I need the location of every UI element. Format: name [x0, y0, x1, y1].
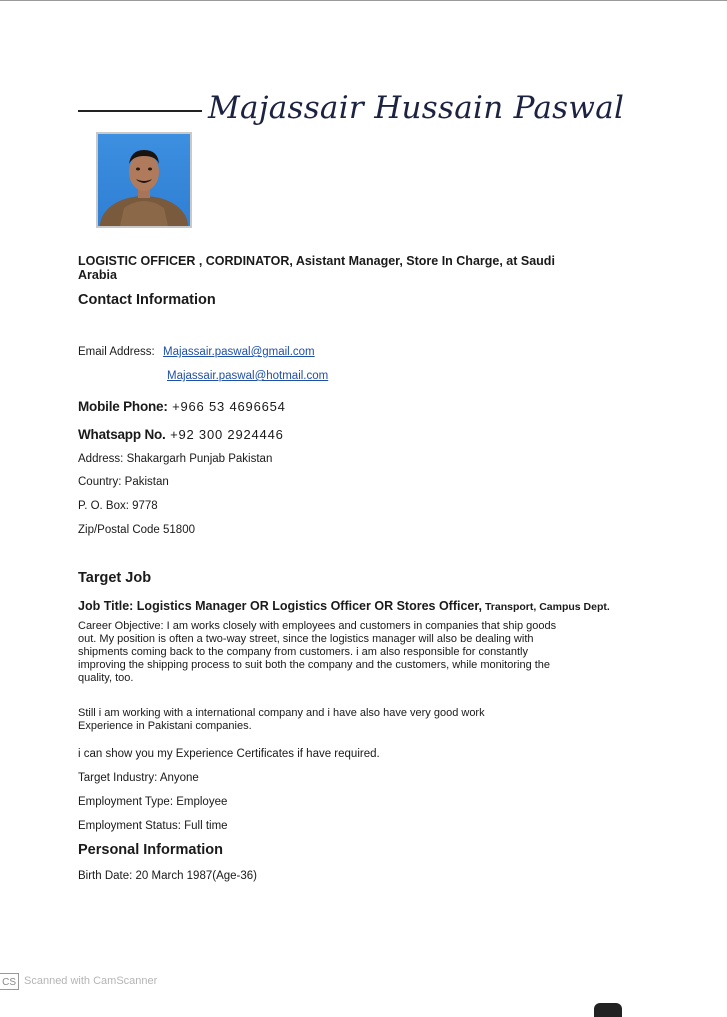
contact-heading: Contact Information	[78, 292, 216, 308]
current-experience	[78, 707, 638, 733]
whatsapp-number	[78, 426, 284, 444]
paragraph-line: improving the shipping process to suit both the company and the customers, while monitoring the	[78, 659, 551, 671]
name-underline-rule	[78, 110, 202, 112]
whatsapp-value: +92 300 2924446	[170, 427, 284, 442]
address: Address: Shakargarh Punjab Pakistan	[78, 453, 273, 465]
headline-line: Arabia	[78, 268, 117, 282]
job-title	[78, 597, 610, 615]
email-label: Email Address:	[78, 346, 155, 358]
paragraph-line: Still i am working with a international company and i have also have very good work	[78, 707, 485, 719]
employment-type: Employment Type: Employee	[78, 796, 228, 808]
camscanner-logo: CS	[0, 973, 19, 990]
mobile-label: Mobile Phone:	[78, 399, 168, 414]
certificates-note: i can show you my Experience Certificates if have required.	[78, 748, 380, 760]
portrait-figure-icon	[98, 134, 190, 226]
paragraph-line: shipments coming back to the company from customers. i am also responsible for constantly	[78, 646, 528, 658]
job-title-tail: Transport, Campus Dept.	[482, 601, 610, 613]
target-industry: Target Industry: Anyone	[78, 772, 199, 784]
paragraph-line: quality, too.	[78, 672, 134, 684]
email-link-secondary[interactable]: Majassair.paswal@hotmail.com	[167, 370, 329, 382]
country: Country: Pakistan	[78, 476, 169, 488]
job-headline	[78, 254, 555, 282]
career-objective	[78, 620, 638, 685]
target-job-heading: Target Job	[78, 570, 152, 586]
scanner-watermark: Scanned with CamScanner	[24, 975, 158, 987]
whatsapp-label: Whatsapp No.	[78, 427, 166, 442]
headline-line: LOGISTIC OFFICER , CORDINATOR, Asistant Manager, Store In Charge, at Saudi	[78, 254, 555, 268]
birth-date: Birth Date: 20 March 1987(Age-36)	[78, 870, 257, 882]
mobile-phone	[78, 398, 286, 416]
profile-photo	[96, 132, 192, 228]
email-link-primary[interactable]: Majassair.paswal@gmail.com	[163, 346, 315, 358]
paragraph-line: Career Objective: I am works closely with employees and customers in companies that ship goods	[78, 620, 557, 632]
top-border	[0, 0, 727, 1]
portrait-image	[98, 134, 190, 226]
zip-code: Zip/Postal Code 51800	[78, 524, 195, 536]
candidate-name: Majassair Hussain Paswal	[208, 90, 625, 126]
paragraph-line: Experience in Pakistani companies.	[78, 720, 252, 732]
personal-heading: Personal Information	[78, 842, 224, 858]
mobile-value: +966 53 4696654	[172, 399, 286, 414]
job-title-main: Job Title: Logistics Manager OR Logistics Officer OR Stores Officer,	[78, 599, 483, 613]
po-box: P. O. Box: 9778	[78, 500, 158, 512]
employment-status: Employment Status: Full time	[78, 820, 228, 832]
paragraph-line: out. My position is often a two-way street, since the logistics manager will also be dealing with	[78, 633, 534, 645]
corner-badge-icon	[594, 1003, 622, 1017]
